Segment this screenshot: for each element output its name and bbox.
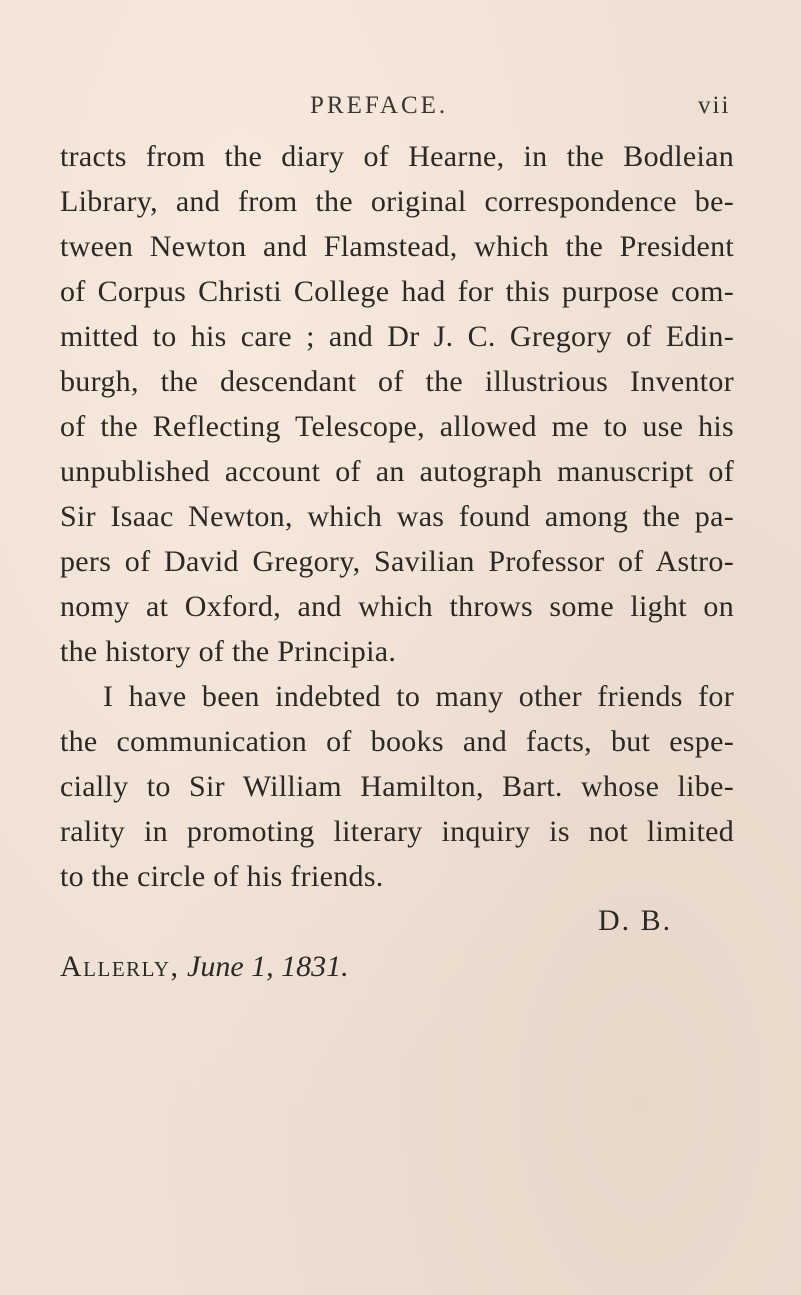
text-line: the history of the Principia. xyxy=(60,635,397,668)
dateline-date: June 1, 1831. xyxy=(187,950,349,983)
text-line: Sir Isaac Newton, which was found among the pa- xyxy=(60,500,734,533)
dateline xyxy=(60,950,349,984)
running-title: PREFACE. xyxy=(310,92,449,119)
text-line: cially to Sir William Hamilton, Bart. whose libe- xyxy=(60,770,734,803)
text-line: tracts from the diary of Hearne, in the Bodleian xyxy=(60,140,734,173)
dateline-place: Allerly, xyxy=(60,950,180,983)
text-line: of the Reflecting Telescope, allowed me to use his xyxy=(60,410,734,443)
page-header xyxy=(0,92,801,126)
text-line: nomy at Oxford, and which throws some light on xyxy=(60,590,734,623)
page-number: vii xyxy=(698,92,731,119)
text-line: tween Newton and Flamstead, which the President xyxy=(60,230,734,263)
text-line: pers of David Gregory, Savilian Professor of Astro- xyxy=(60,545,734,578)
text-line: of Corpus Christi College had for this purpose com- xyxy=(60,275,734,308)
text-line: to the circle of his friends. xyxy=(60,860,384,893)
text-line: the communication of books and facts, but espe- xyxy=(60,725,734,758)
paragraph-first-line: I have been indebted to many other friends for xyxy=(103,680,734,713)
text-line: rality in promoting literary inquiry is not limited xyxy=(60,815,734,848)
text-line: mitted to his care ; and Dr J. C. Gregory of Edin- xyxy=(60,320,734,353)
signature: D. B. xyxy=(598,904,673,937)
text-line: unpublished account of an autograph manuscript of xyxy=(60,455,734,488)
text-line: burgh, the descendant of the illustrious Inventor xyxy=(60,365,734,398)
text-line: Library, and from the original correspondence be- xyxy=(60,185,734,218)
